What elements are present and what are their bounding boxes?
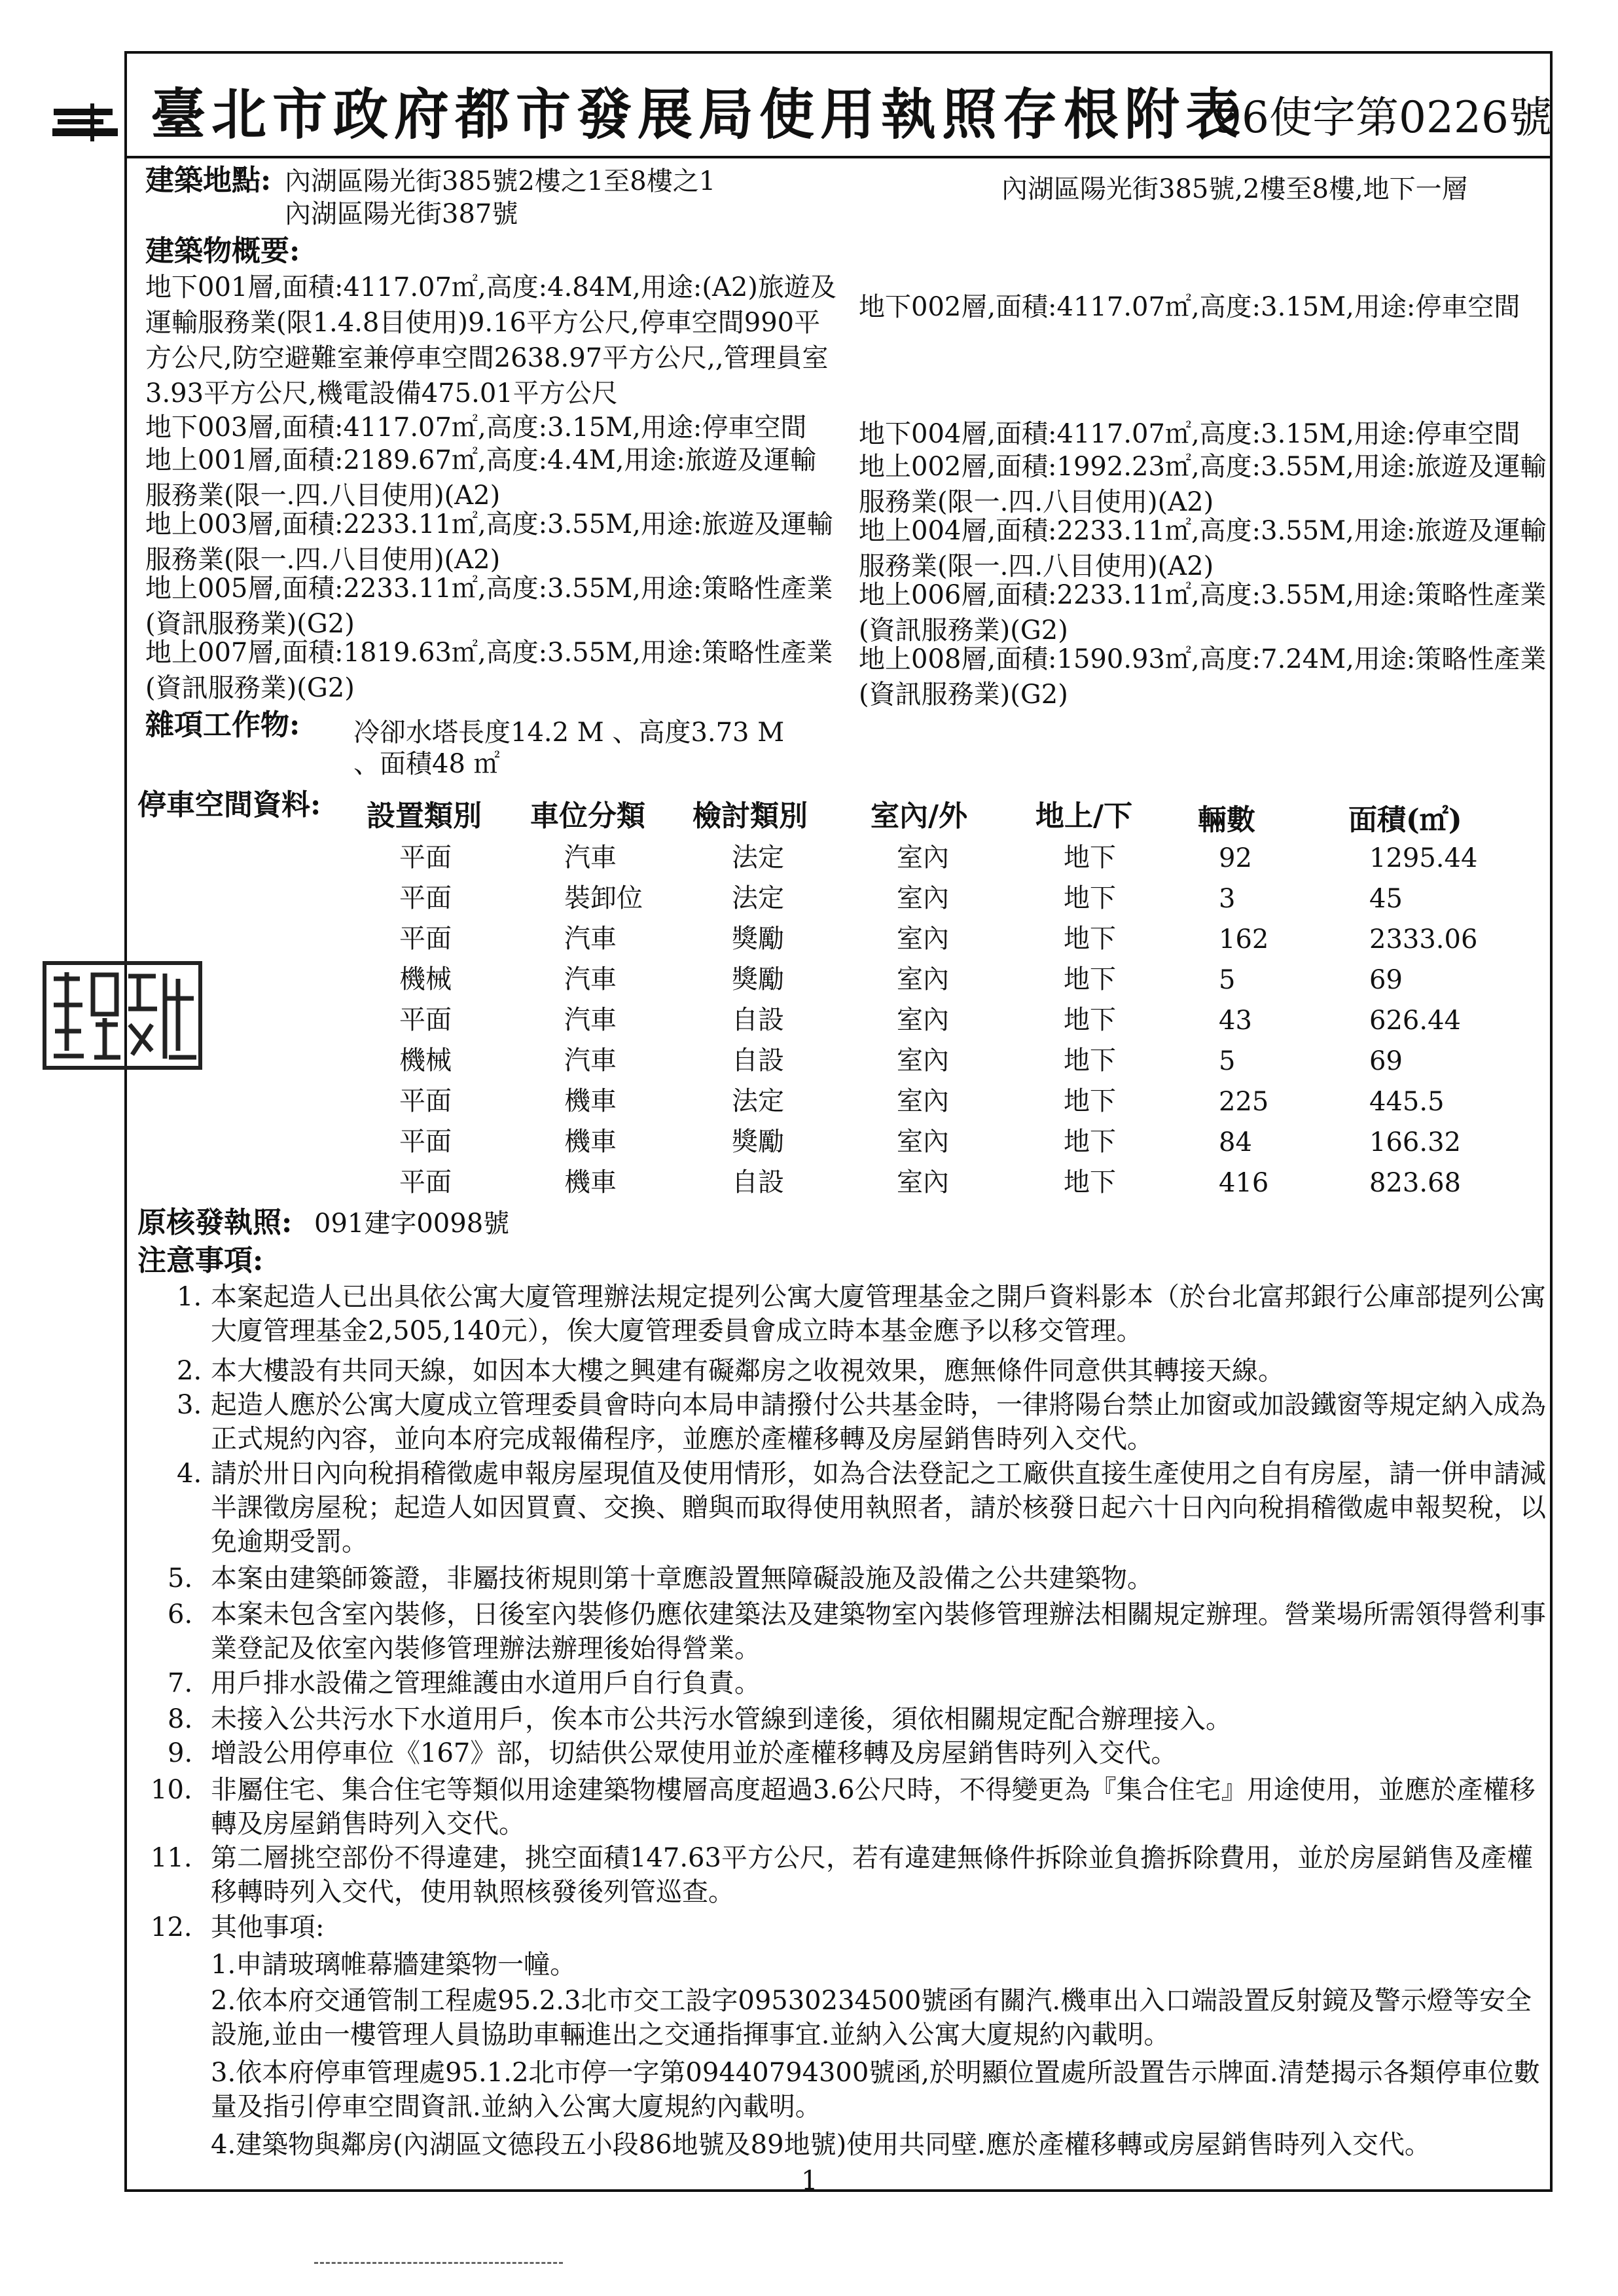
overview-b2: 地下002層,面積:4117.07㎡,高度:3.15M,用途:停車空間: [859, 292, 1520, 322]
table-cell: 地下: [1064, 1005, 1116, 1035]
overview-f4: 地上004層,面積:2233.11㎡,高度:3.55M,用途:旅遊及運輸服務業(限一.四.八目使用)(A2): [859, 516, 1547, 581]
table-cell: 汽車: [564, 843, 617, 873]
table-cell: 機械: [399, 1046, 452, 1076]
misc-label: 雜項工作物:: [145, 708, 300, 742]
table-cell: 自設: [732, 1167, 784, 1197]
misc-line-2: 、面積48 ㎡: [353, 749, 500, 779]
table-cell: 汽車: [564, 964, 617, 994]
parking-label: 停車空間資料:: [137, 788, 321, 822]
table-cell: 法定: [732, 843, 784, 873]
note-number: 8.: [168, 1704, 193, 1734]
overview-f6: 地上006層,面積:2233.11㎡,高度:3.55M,用途:策略性產業(資訊服務業)(G2): [859, 580, 1547, 646]
table-cell: 室內: [897, 1127, 949, 1157]
table-cell: 室內: [897, 1086, 949, 1116]
table-cell: 室內: [897, 883, 949, 913]
overview-f3: 地上003層,面積:2233.11㎡,高度:3.55M,用途:旅遊及運輸服務業(限一.四.八目使用)(A2): [145, 509, 833, 575]
note-item: [177, 1354, 1551, 1388]
notes-label: 注意事項:: [137, 1244, 264, 1277]
page-title: 臺北市政府都市發展局使用執照存根附表: [151, 82, 1247, 147]
note-number: 11.: [151, 1843, 192, 1873]
table-cell: 162: [1219, 924, 1269, 955]
note-number: 10.: [151, 1775, 192, 1805]
table-cell: 地下: [1064, 924, 1116, 954]
note-item: [168, 1666, 1551, 1700]
column-header: 面積(㎡): [1348, 803, 1462, 837]
table-cell: 平面: [399, 883, 452, 913]
note-item: [151, 1773, 1551, 1841]
table-cell: 2333.06: [1369, 924, 1478, 955]
column-header: 輛數: [1198, 803, 1255, 837]
table-cell: 機車: [564, 1167, 617, 1197]
note-item: [177, 1388, 1551, 1456]
table-cell: 汽車: [564, 1005, 617, 1035]
note-item: [168, 1736, 1551, 1770]
table-cell: 平面: [399, 1127, 452, 1157]
table-cell: 平面: [399, 1005, 452, 1035]
note-text: 起造人應於公寓大廈成立管理委員會時向本局申請撥付公共基金時，一律將陽台禁止加窗或加設鐵窗等規定納入成為正式規約內容，並向本府完成報備程序，並應於產權移轉及房屋銷售時列入交代。: [211, 1390, 1546, 1454]
column-header: 檢討類別: [692, 799, 808, 833]
note-number: 3.: [177, 1390, 202, 1420]
table-cell: 5: [1219, 965, 1236, 995]
other-item: [211, 2056, 1546, 2124]
table-cell: 室內: [897, 1046, 949, 1076]
table-cell: 92: [1219, 843, 1252, 873]
other-item-text: 1.申請玻璃帷幕牆建築物一幢。: [211, 1950, 577, 1980]
title-divider: [124, 156, 1553, 158]
table-cell: 225: [1219, 1087, 1269, 1117]
overview-label: 建築物概要:: [145, 234, 300, 268]
table-cell: 166.32: [1369, 1127, 1461, 1157]
table-cell: 平面: [399, 1167, 452, 1197]
table-cell: 獎勵: [732, 964, 784, 994]
overview-b3: 地下003層,面積:4117.07㎡,高度:3.15M,用途:停車空間: [145, 412, 807, 443]
overview-b4: 地下004層,面積:4117.07㎡,高度:3.15M,用途:停車空間: [859, 419, 1520, 449]
note-text: 其他事項:: [211, 1912, 325, 1942]
table-cell: 445.5: [1369, 1087, 1445, 1117]
table-cell: 地下: [1064, 843, 1116, 873]
column-header: 車位分類: [530, 799, 645, 833]
overview-f7: 地上007層,面積:1819.63㎡,高度:3.55M,用途:策略性產業(資訊服務業)(G2): [145, 638, 833, 703]
table-cell: 汽車: [564, 924, 617, 954]
table-cell: 地下: [1064, 883, 1116, 913]
table-cell: 平面: [399, 924, 452, 954]
overview-f5: 地上005層,面積:2233.11㎡,高度:3.55M,用途:策略性產業(資訊服務業)(G2): [145, 574, 833, 639]
other-item-text: 4.建築物與鄰房(內湖區文德段五小段86地號及89地號)使用共同壁.應於產權移轉或房屋銷售時列入交代。: [211, 2130, 1431, 2160]
table-cell: 1295.44: [1369, 843, 1478, 873]
note-number: 4.: [177, 1459, 202, 1489]
table-cell: 法定: [732, 883, 784, 913]
location-line-1: 內湖區陽光街385號2樓之1至8樓之1: [285, 166, 716, 196]
permit-number: 96使字第0226號: [1214, 92, 1552, 143]
note-text: 請於卅日內向稅捐稽徵處申報房屋現值及使用情形，如為合法登記之工廠供直接生產使用之自有房屋，請一併申請減半課徵房屋稅；起造人如因買賣、交換、贈與而取得使用執照者，請於核發日起六十日內向稅捐稽徵處申報契稅，以免逾期受罰。: [211, 1459, 1546, 1557]
note-item: [151, 1910, 1551, 1944]
table-cell: 84: [1219, 1127, 1252, 1157]
table-cell: 5: [1219, 1046, 1236, 1076]
note-text: 第二層挑空部份不得違建，挑空面積147.63平方公尺，若有違建無條件拆除並負擔拆除費用，並於房屋銷售及產權移轉時列入交代，使用執照核發後列管巡查。: [211, 1843, 1533, 1907]
table-cell: 地下: [1064, 1127, 1116, 1157]
other-item: [211, 2128, 1546, 2162]
table-cell: 獎勵: [732, 924, 784, 954]
other-item-text: 3.依本府停車管理處95.1.2北市停一字第09440794300號函,於明顯位置處所設置告示牌面.清楚揭示各類停車位數量及指引停車空間資訊.並納入公寓大廈規約內載明。: [211, 2058, 1540, 2122]
note-text: 本大樓設有共同天線，如因本大樓之興建有礙鄰房之收視效果，應無條件同意供其轉接天線。: [211, 1356, 1284, 1386]
table-cell: 裝卸位: [564, 883, 643, 913]
table-cell: 地下: [1064, 964, 1116, 994]
note-item: [168, 1597, 1551, 1666]
table-cell: 室內: [897, 964, 949, 994]
table-cell: 地下: [1064, 1046, 1116, 1076]
original-permit-value: 091建字0098號: [314, 1209, 510, 1239]
column-header: 設置類別: [367, 799, 482, 833]
note-number: 2.: [177, 1356, 202, 1386]
other-item-text: 2.依本府交通管制工程處95.2.3北市交工設字09530234500號函有關汽.機車出入口端設置反射鏡及警示燈等安全設施,並由一樓管理人員協助車輛進出之交通指揮事宜.並納入公寓大廈規約內載明。: [211, 1986, 1532, 2050]
note-text: 未接入公共污水下水道用戶，俟本市公共污水管線到達後，須依相關規定配合辦理接入。: [211, 1704, 1232, 1734]
table-cell: 機車: [564, 1127, 617, 1157]
table-cell: 獎勵: [732, 1127, 784, 1157]
table-cell: 平面: [399, 843, 452, 873]
note-text: 非屬住宅、集合住宅等類似用途建築物樓層高度超過3.6公尺時，不得變更為『集合住宅』用途使用，並應於產權移轉及房屋銷售時列入交代。: [211, 1775, 1536, 1839]
margin-binding-mark: [51, 103, 123, 143]
table-cell: 自設: [732, 1046, 784, 1076]
page-number: 1: [801, 2166, 818, 2196]
note-number: 1.: [177, 1282, 202, 1312]
official-seal: [41, 959, 204, 1072]
table-cell: 機械: [399, 964, 452, 994]
table-cell: 45: [1369, 884, 1403, 914]
table-cell: 機車: [564, 1086, 617, 1116]
note-number: 7.: [168, 1668, 193, 1698]
table-cell: 823.68: [1369, 1168, 1461, 1198]
table-cell: 平面: [399, 1086, 452, 1116]
overview-f8: 地上008層,面積:1590.93㎡,高度:7.24M,用途:策略性產業(資訊服務業)(G2): [859, 644, 1547, 710]
table-cell: 室內: [897, 843, 949, 873]
note-text: 本案由建築師簽證，非屬技術規則第十章應設置無障礙設施及設備之公共建築物。: [211, 1563, 1153, 1594]
note-number: 6.: [168, 1599, 193, 1630]
table-cell: 汽車: [564, 1046, 617, 1076]
table-cell: 43: [1219, 1006, 1252, 1036]
column-header: 室內/外: [871, 799, 968, 833]
note-item: [177, 1457, 1551, 1559]
table-cell: 416: [1219, 1168, 1269, 1198]
note-item: [168, 1702, 1551, 1736]
note-item: [168, 1561, 1551, 1595]
note-text: 本案未包含室內裝修，日後室內裝修仍應依建築法及建築物室內裝修管理辦法相關規定辦理。營業場所需領得營利事業登記及依室內裝修管理辦法辦理後始得營業。: [211, 1599, 1546, 1664]
other-item: [211, 1948, 1546, 1982]
table-cell: 地下: [1064, 1086, 1116, 1116]
table-cell: 室內: [897, 1005, 949, 1035]
column-header: 地上/下: [1035, 799, 1133, 833]
location-label: 建築地點:: [145, 164, 272, 197]
note-number: 12.: [151, 1912, 192, 1942]
misc-line-1: 冷卻水塔長度14.2 M 、高度3.73 M: [353, 718, 785, 748]
location-line-2: 內湖區陽光街387號: [285, 199, 518, 229]
table-cell: 室內: [897, 1167, 949, 1197]
note-text: 本案起造人已出具依公寓大廈管理辦法規定提列公寓大廈管理基金之開戶資料影本（於台北富邦銀行公庫部提列公寓大廈管理基金2,505,140元），俟大廈管理委員會成立時本基金應予以移交管理。: [211, 1282, 1546, 1346]
location-right: 內湖區陽光街385號,2樓至8樓,地下一層: [1001, 174, 1468, 204]
overview-f1: 地上001層,面積:2189.67㎡,高度:4.4M,用途:旅遊及運輸服務業(限一.四.八目使用)(A2): [145, 445, 816, 511]
original-permit-label: 原核發執照:: [137, 1206, 293, 1239]
note-number: 9.: [168, 1738, 193, 1768]
table-cell: 法定: [732, 1086, 784, 1116]
table-cell: 626.44: [1369, 1006, 1461, 1036]
table-cell: 地下: [1064, 1167, 1116, 1197]
note-text: 增設公用停車位《167》部，切結供公眾使用並於產權移轉及房屋銷售時列入交代。: [211, 1738, 1178, 1768]
table-cell: 3: [1219, 884, 1236, 914]
note-item: [177, 1280, 1551, 1348]
note-number: 5.: [168, 1563, 193, 1594]
table-cell: 室內: [897, 924, 949, 954]
note-item: [151, 1841, 1551, 1909]
overview-b1: 地下001層,面積:4117.07㎡,高度:4.84M,用途:(A2)旅遊及運輸服務業(限1.4.8目使用)9.16平方公尺,停車空間990平方公尺,防空避難室兼停車空間2638.97平方公尺,,管理員室3.93平方公尺,機電設備475.01平方公尺: [145, 272, 836, 409]
note-text: 用戶排水設備之管理維護由水道用戶自行負責。: [211, 1668, 761, 1698]
bottom-scan-mark: [314, 2262, 563, 2264]
table-cell: 69: [1369, 965, 1403, 995]
other-item: [211, 1984, 1546, 2052]
table-cell: 自設: [732, 1005, 784, 1035]
table-cell: 69: [1369, 1046, 1403, 1076]
overview-f2: 地上002層,面積:1992.23㎡,高度:3.55M,用途:旅遊及運輸服務業(限一.四.八目使用)(A2): [859, 452, 1547, 517]
